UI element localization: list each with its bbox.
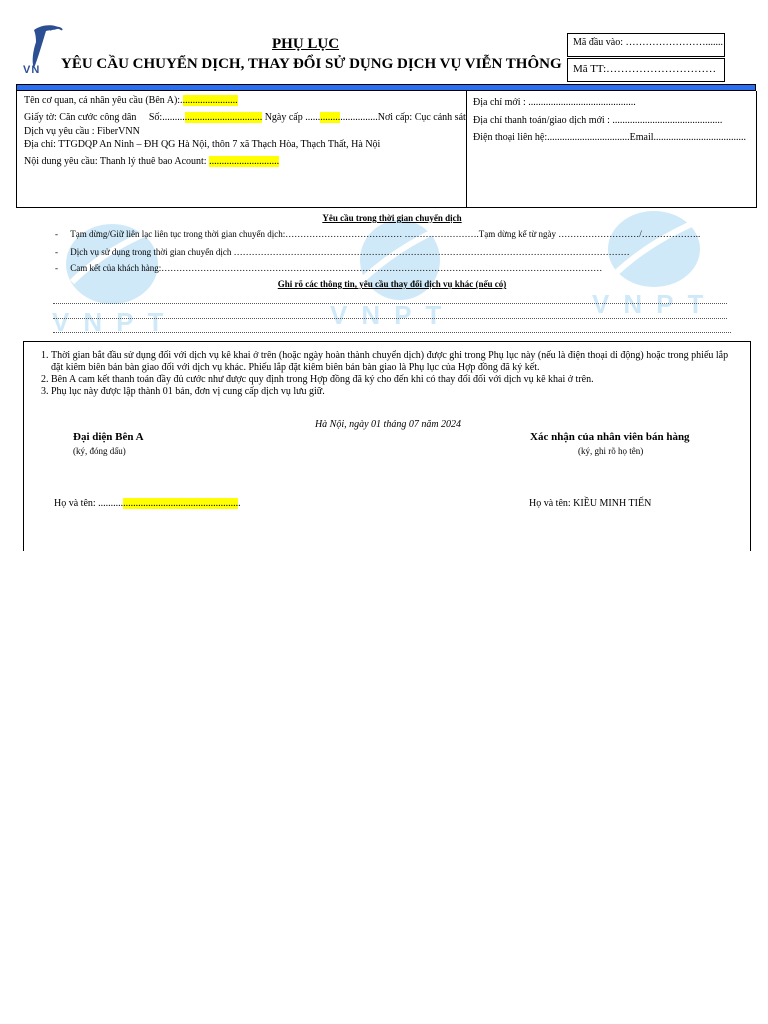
other-requests-heading: Ghi rõ các thông tin, yêu cầu thay đổi dịch vụ khác (nếu có) — [277, 279, 507, 289]
blank-line — [53, 303, 727, 304]
request-bullet: - — [55, 229, 58, 239]
noi-cap: ...............Nơi cấp: Cục cảnh sát — [340, 112, 466, 123]
noi-dung-label: Nội dung yêu cầu: Thanh lý thuê bao Acount: — [24, 156, 207, 167]
ngay-cap-value: ........ — [320, 112, 341, 123]
request-item — [55, 229, 700, 239]
signature-date: Hà Nội, ngày 01 tháng 07 năm 2024 — [314, 419, 462, 430]
party-a-name-tail: . — [238, 498, 241, 509]
page-title: PHỤ LỤC — [272, 36, 340, 52]
ma-dau-vao-label: Mã đầu vào: ……………………....... — [573, 37, 723, 48]
noi-dung-row — [24, 156, 279, 167]
term-item: 2. Bên A cam kết thanh toán đầy đủ cước như được quy định trong Hợp đồng đã ký cho đến khi có thay đổi đối với dịch vụ kê khai ở trên. — [51, 374, 741, 386]
request-bullet: - — [55, 263, 58, 273]
request-item — [55, 247, 630, 257]
sales-note: (ký, ghi rõ họ tên) — [578, 446, 644, 456]
term-item: 1. Thời gian bắt đầu sử dụng đối với dịch vụ kê khai ở trên (hoặc ngày hoàn thành chuyển dịch) được ghi trong Phụ lục này (nếu là điện thoại di động) hoặc trong phiếu lắp đặt kiêm biên bản bàn giao đối với dịch vụ khác. Phiếu lắp đặt kiêm biên bản bàn giao là Phụ lục của Hợp đồng đã ký kết. — [51, 350, 741, 374]
request-text: Tạm dừng/Giữ liên lạc liên tục trong thời gian chuyển dịch:………………………………… …………………….Tạm dừng kể từ ngày ………………………/……………….. — [70, 229, 701, 239]
dia-chi-row: Địa chỉ: TTGDQP An Ninh – ĐH QG Hà Nội, thôn 7 xã Thạch Hòa, Thạch Thất, Hà Nội — [24, 139, 381, 150]
info-divider — [466, 91, 467, 207]
party-a-note: (ký, đóng dấu) — [73, 446, 126, 456]
request-text: Cam kết của khách hàng:………………………………………………………………………………………………………………………………… — [70, 263, 603, 273]
logo-letters: VN — [23, 64, 41, 76]
dich-vu-row: Dịch vụ yêu cầu : FiberVNN — [24, 126, 140, 137]
watermark-globe-icon — [330, 210, 470, 310]
watermark-right — [592, 205, 732, 330]
request-item — [55, 263, 602, 273]
ten-row — [24, 95, 238, 106]
request-text: Dịch vụ sử dụng trong thời gian chuyển dịch …………………………………………………………………………………………………………………… — [70, 247, 630, 257]
sales-title: Xác nhận của nhân viên bán hàng — [530, 431, 690, 443]
dia-chi-thanh-toan: Địa chỉ thanh toán/giao dịch mới : ............................................ — [473, 115, 723, 126]
ma-dau-vao-box — [567, 33, 725, 57]
terms-list — [24, 350, 741, 398]
request-heading: Yêu cầu trong thời gian chuyển dịch — [322, 213, 462, 223]
ma-tt-label: Mã TT:………………………… — [573, 63, 717, 75]
party-a-name-label: Họ và tên: .......... — [54, 498, 124, 509]
watermark-globe-icon — [52, 212, 192, 312]
watermark-text: VNPT — [52, 307, 178, 337]
request-bullet: - — [55, 247, 58, 257]
ten-label: Tên cơ quan, cá nhân yêu cầu (Bên A):. — [24, 95, 183, 106]
ngay-cap-label: Ngày cấp ...... — [264, 112, 321, 123]
watermark-text: VNPT — [330, 300, 456, 330]
header-bar — [16, 84, 756, 91]
page-subtitle: YÊU CẦU CHUYỂN DỊCH, THAY ĐỔI SỬ DỤNG DỊCH VỤ VIỄN THÔNG — [61, 56, 562, 72]
noi-dung-value: ............................ — [209, 156, 280, 167]
dia-chi-moi: Địa chỉ mới : ........................................... — [473, 97, 636, 108]
so-label: Số:......... — [148, 112, 185, 123]
term-item: 3. Phụ lục này được lập thành 01 bản, đơn vị cung cấp dịch vụ lưu giữ. — [51, 386, 741, 398]
vnpt-logo — [20, 24, 66, 78]
watermark-text: VNPT — [592, 289, 718, 319]
party-a-title: Đại diện Bên A — [73, 431, 144, 443]
blank-line — [53, 318, 727, 319]
blank-line — [53, 332, 731, 333]
ten-value: ...................... — [182, 95, 238, 106]
ma-tt-box — [567, 58, 725, 82]
party-a-name — [54, 498, 241, 509]
sales-name: Họ và tên: KIỀU MINH TIẾN — [529, 498, 652, 509]
giay-to-row — [24, 112, 466, 123]
terms-box — [23, 341, 751, 551]
party-a-name-value: .............................................. — [123, 498, 239, 509]
info-box — [16, 91, 757, 208]
giay-to-label: Giấy tờ: Căn cước công dân — [24, 112, 137, 123]
dien-thoai-email: Điện thoại liên hệ:.................................Email..................................... — [473, 132, 747, 143]
so-value: ............................... — [184, 112, 263, 123]
